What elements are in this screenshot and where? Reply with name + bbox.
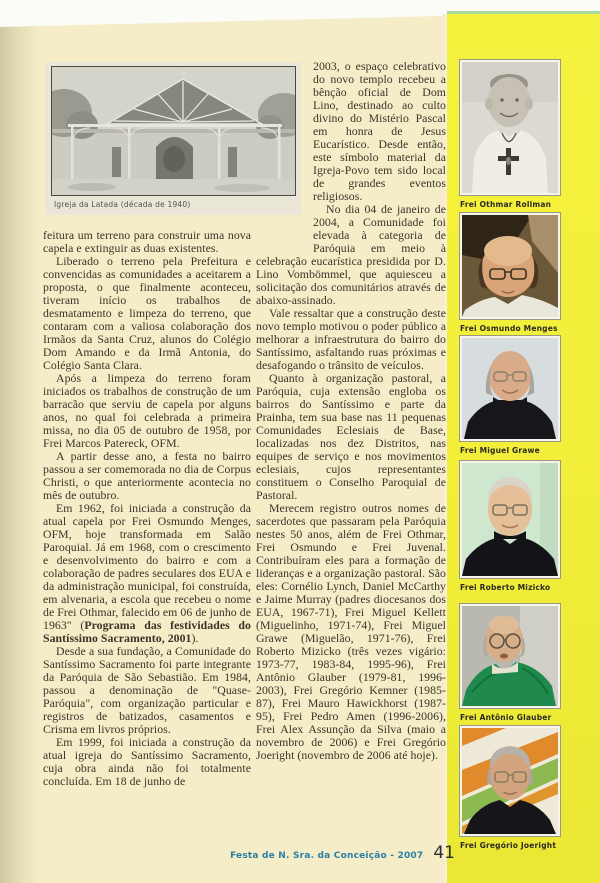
friar-photo — [460, 461, 560, 578]
paragraph — [43, 502, 251, 645]
friar-card — [460, 336, 564, 455]
paragraph: No dia 04 de janeiro de 2004, a Comunidade foi elevada à categoria de Paróquia em meio à celebração eucarística presidida por D. Lino Vombömmel, que aquiesceu a solicitação dos comunitários através de abaixo-assinado. — [256, 202, 446, 307]
portrait-antonio-glauber — [462, 606, 558, 706]
paragraph: A partir desse ano, a festa no bairro passou a ser comemorada no dia de Corpus Christi, o que anteriormente acontecia no mês de outubro. — [43, 449, 251, 502]
page-number: 41 — [433, 843, 455, 863]
friar-card — [460, 60, 564, 209]
paragraph-text: ). — [191, 631, 199, 645]
friar-photo — [460, 726, 560, 836]
page-curl-shadow — [0, 0, 40, 883]
article-column-left — [43, 229, 251, 877]
portrait-othmar-rollman — [462, 62, 558, 193]
paragraph: Merecem registro outros nomes de sacerdotes que passaram pela Paróquia nestes 50 anos, além de Frei Othmar, Frei Osmundo e Frei Juvenal. Contribuíram eles para a formação de lideranças e a organização pastoral. São eles: Cornélio Lynch, Daniel McCarthy e Jaime Murray (padres diocesanos dos EUA, 1967-71), Frei Miguel Kellett (Miguelinho, 1971-74), Frei Miguel Grawe (Miguelão, 1971-76), Frei Roberto Mizicko (três vezes vigário: 1973-77, 1983-84, 1995-96), Frei Antônio Glauber (1979-81, 1996-2003), Frei Gregório Kemner (1985-87), Frei Mauro Hawickhorst (1987-95), Frei Pedro Amen (1996-2006), Frei Alex Assunção da Silva (maio a novembro de 2006) e Frei Gregório Joeright (novembro de 2006 até hoje). — [256, 501, 446, 762]
paragraph: feitura um terreno para construir uma nova capela e extinguir as duas existentes. — [43, 228, 251, 255]
paragraph: Vale ressaltar que a construção deste novo templo motivou o poder público a melhorar a infraestrutura do bairro do Santíssimo, asfaltando ruas próximas e desafogando o trânsito de veículos. — [256, 306, 446, 372]
paragraph: Desde a sua fundação, a Comunidade do Santíssimo Sacramento foi parte integrante da Paróquia de São Sebastião. Em 1984, passou a denominação de "Quase-Paróquia", com organização particular e registros de batizados, casamentos e Crisma em livros próprios. — [43, 644, 251, 736]
friar-card — [460, 461, 564, 592]
friar-caption: Frei Othmar Rollman — [460, 200, 552, 209]
portrait-roberto-mizicko — [462, 463, 558, 576]
friar-photo — [460, 60, 560, 195]
paragraph: Quanto à organização pastoral, a Paróquia, cuja extensão engloba os bairros do Santíssimo e parte da Prainha, tem sua base nas 11 pequenas Comunidades Eclesiais de Base, localizadas nos dez Distritos, nas equipes de serviço e nos movimentos eclesiais, cujos representantes constituem o Conselho Paroquial de Pastoral. — [256, 371, 446, 502]
paragraph: Em 1999, foi iniciada a construção da atual igreja do Santíssimo Sacramento, cuja obra ainda não foi totalmente concluída. Em 18 de junho de — [43, 735, 251, 788]
friar-caption: Frei Roberto Mizicko — [460, 583, 551, 592]
photo-wrap-spacer — [256, 60, 313, 252]
friar-photo — [460, 604, 560, 708]
footer-journal-title: Festa de N. Sra. da Conceição - 2007 — [230, 851, 424, 861]
portrait-miguel-grawe — [462, 338, 558, 439]
friar-portrait-strip — [447, 11, 600, 883]
portrait-osmundo-menges — [462, 215, 558, 317]
paragraph-bold-citation: Programa das festividades do Santíssimo Sacramento, 2001 — [43, 618, 251, 645]
friar-photo — [460, 213, 560, 319]
friar-card — [460, 604, 564, 722]
friar-card — [460, 213, 564, 333]
friar-caption: Frei Antônio Glauber — [460, 713, 552, 722]
portrait-gregorio-joeright — [462, 728, 558, 834]
paragraph: Após a limpeza do terreno foram iniciados os trabalhos de construção de um barracão que serviu de capela por alguns anos, no qual foi celebrada a primeira missa, no dia 05 de outubro de 1958, por Frei Marcos Patereck, OFM. — [43, 371, 251, 450]
friar-caption: Frei Osmundo Menges — [460, 324, 558, 333]
page-footer — [45, 843, 455, 863]
article-column-right — [256, 60, 446, 850]
paragraph-text: Em 1962, foi iniciada a construção da atual capela por Frei Osmundo Menges, OFM, hoje transformada em Salão Paroquial. Já em 1968, com o crescimento e desenvolvimento do bairro e com a colaboração de padres seculares dos EUA e da administração municipal, foi construída, em alvenaria, a escola que recebeu o nome de Frei Othmar, falecido em 06 de junho de 1963" ( — [43, 501, 251, 632]
paragraph: 2003, o espaço celebrativo do novo templo recebeu a bênção oficial de Dom Lino, destinado ao culto divino do Mistério Pascal em honra de Jesus Eucarístico. Desde então, este símbolo material da Igreja-Povo tem sido local de grandes eventos religiosos. — [313, 59, 446, 203]
friar-caption: Frei Gregório Joeright — [460, 841, 557, 850]
friar-card — [460, 726, 564, 850]
friar-photo — [460, 336, 560, 441]
paragraph: Liberado o terreno pela Prefeitura e convencidas as comunidades a aceitarem a proposta, o que finalmente aconteceu, tiveram início os trabalhos de desmatamento e limpeza do terreno, que contaram com a valiosa colaboração dos Irmãos da Santa Cruz, alunos do Colégio Dom Amando e da Irmã Antonia, do Colégio Santa Clara. — [43, 254, 251, 372]
friar-caption: Frei Miguel Grawe — [460, 446, 540, 455]
church-photo-caption: Igreja da Latada (década de 1940) — [54, 200, 191, 209]
